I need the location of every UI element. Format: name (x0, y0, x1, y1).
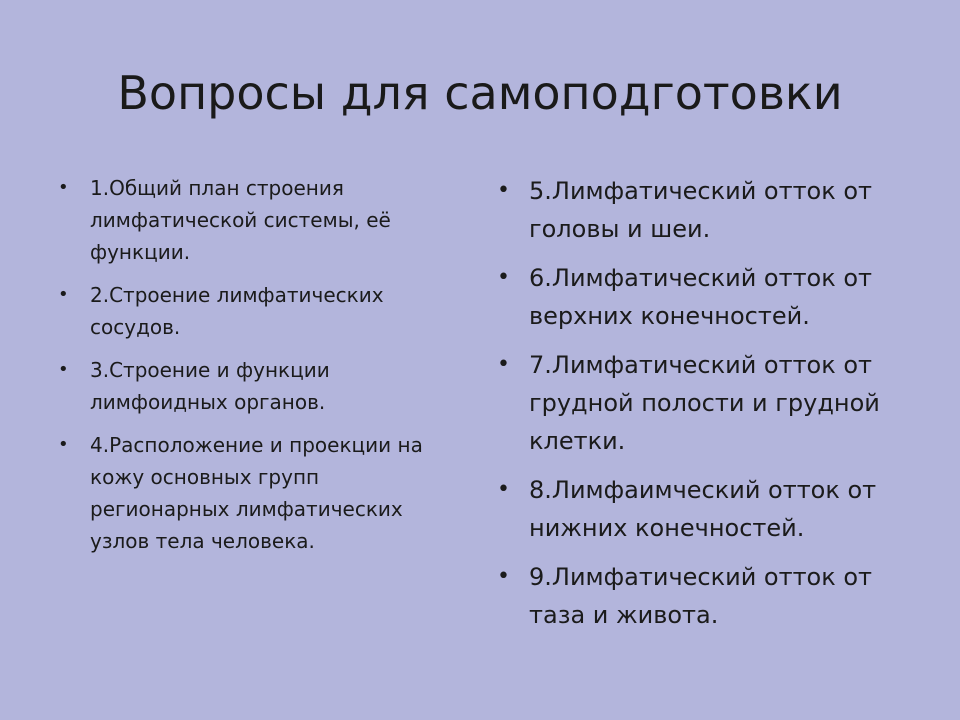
slide-title: Вопросы для самоподготовки (117, 66, 843, 120)
list-item-text: 9.Лимфатический отток от таза и живота. (529, 563, 873, 629)
list-item (497, 172, 917, 248)
list-item-text: 7.Лимфатический отток от грудной полости и грудной клетки. (529, 351, 880, 455)
list-item (497, 259, 917, 335)
list-item-text: 4.Расположение и проекции на кожу основных групп регионарных лимфатических узлов тела человека. (90, 433, 423, 553)
bullet-icon: • (497, 265, 510, 290)
list-item-text: 3.Строение и функции лимфоидных органов. (90, 358, 330, 414)
bullet-icon: • (497, 352, 510, 377)
list-item (497, 471, 917, 547)
list-item (58, 279, 458, 343)
bullet-icon: • (58, 359, 69, 380)
list-item (497, 558, 917, 634)
list-item-text: 1.Общий план строения лимфатической системы, её функции. (90, 176, 391, 264)
list-item (58, 429, 458, 557)
list-item-text: 5.Лимфатический отток от головы и шеи. (529, 177, 873, 243)
left-question-list (58, 172, 458, 568)
bullet-icon: • (497, 178, 510, 203)
bullet-icon: • (58, 177, 69, 198)
bullet-icon: • (58, 284, 69, 305)
bullet-icon: • (497, 564, 510, 589)
list-item (58, 354, 458, 418)
list-item (497, 346, 917, 460)
list-item-text: 6.Лимфатический отток от верхних конечностей. (529, 264, 873, 330)
list-item-text: 2.Строение лимфатических сосудов. (90, 283, 384, 339)
bullet-icon: • (497, 477, 510, 502)
list-item (58, 172, 458, 268)
list-item-text: 8.Лимфаимческий отток от нижних конечностей. (529, 476, 877, 542)
right-question-list (497, 172, 917, 645)
bullet-icon: • (58, 434, 69, 455)
